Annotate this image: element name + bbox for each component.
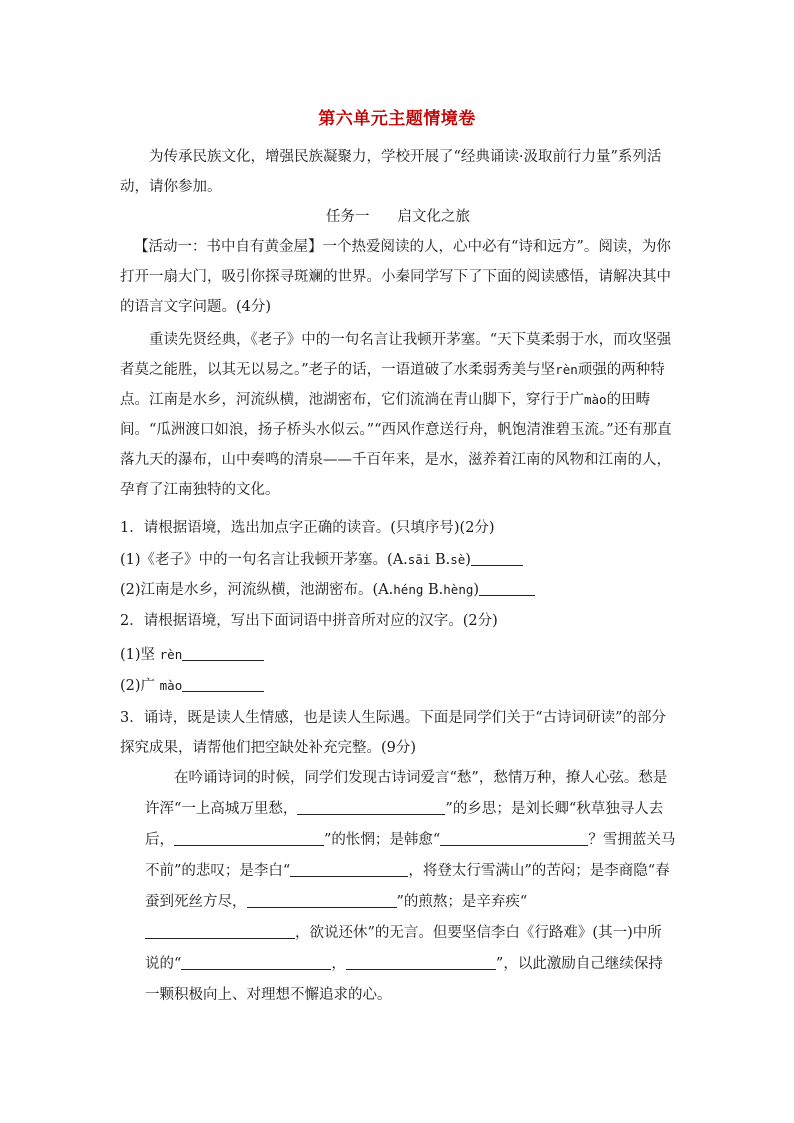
answer-blank[interactable] xyxy=(290,860,408,877)
q3-segment-4: ？雪拥蓝关马不前”的悲叹；是李白“ xyxy=(145,832,676,879)
question-1-stem: 1．请根据语境，选出加点字正确的读音。(只填序号)(2分) xyxy=(120,520,495,536)
q1-item1-mid: B. xyxy=(430,552,451,568)
q3-segment-7: ，欲说还休”的无言。但要坚信李白《行路难》(其一)中所说的“ xyxy=(145,925,662,972)
q3-stem-text: 3．诵诗，既是读人生情感，也是读人生际遇。下面是同学们关于“古诗词研读”的部分探究成果，请帮他们把空缺处补充完整。(9分) xyxy=(120,710,667,756)
answer-blank[interactable] xyxy=(247,891,397,908)
q2-item2-pinyin: mào xyxy=(159,678,183,693)
task-label: 任务一 xyxy=(326,209,370,225)
answer-blank[interactable] xyxy=(471,549,523,566)
answer-blank[interactable] xyxy=(182,644,264,661)
answer-blank[interactable] xyxy=(440,829,588,846)
pinyin-mao: mào xyxy=(584,392,607,407)
answer-blank[interactable] xyxy=(174,829,324,846)
q3-segment-2: ”的乡思；是刘长卿“秋草独寻人去后， xyxy=(145,801,664,848)
passage-part-1: 重读先贤经典，《老子》中的一句名言让我顿开茅塞。“天下莫柔弱于水，而攻坚强者莫之能胜，以其无以易之。”老子的话，一语道破了水柔弱秀美与坚 xyxy=(120,332,672,378)
q2-item1-prefix: (1)坚 xyxy=(120,647,156,663)
answer-blank[interactable] xyxy=(182,675,264,692)
passage-part-3: 的田畴间。“瓜洲渡口如浪，扬子桥头水似云。”“西风作意送行舟，帆饱清淮碧玉流。”还有那直落九天的瀑布，山中奏鸣的清泉——千百年来，是水，滋养着江南的风物和江南的人，孕育了江南独特的文化。 xyxy=(120,392,672,498)
q1-item2-text: (2)江南是水乡，河流纵横，池湖密布。(A. xyxy=(120,582,394,598)
q1-item2-option-b: hèng xyxy=(443,582,474,597)
q1-item1-option-a: sāi xyxy=(407,552,431,567)
answer-blank[interactable] xyxy=(346,953,496,970)
q2-item2-prefix: (2)广 xyxy=(120,678,156,694)
question-2-item-2 xyxy=(120,671,676,701)
question-2-stem: 2．请根据语境，写出下面词语中拼音所对应的汉字。(2分) xyxy=(120,613,498,629)
q3-segment-6: ”的煎熬；是辛弃疾“ xyxy=(396,894,528,910)
task-heading xyxy=(120,202,676,232)
page-title: 第六单元主题情境卷 xyxy=(318,109,476,129)
q1-item2-option-a: héng xyxy=(393,582,424,597)
q1-item1-text: (1)《老子》中的一句名言让我顿开茅塞。(A. xyxy=(120,552,408,568)
activity-paragraph xyxy=(120,232,676,322)
answer-blank[interactable] xyxy=(181,953,331,970)
q3-segment-8: ， xyxy=(331,956,346,972)
question-1-item-2 xyxy=(120,575,676,605)
q3-segment-9: ”，以此激励自己继续保持一颗积极向上、对理想不懈追求的心。 xyxy=(145,956,663,1003)
answer-blank[interactable] xyxy=(145,922,295,939)
question-3-fill-paragraph xyxy=(145,763,676,1011)
question-1-item-1 xyxy=(120,545,676,575)
q3-segment-1: 在吟诵诗词的时候，同学们发现古诗词爱言“愁”，愁情万种，撩人心弦。愁是许浑“一上高城万里愁， xyxy=(145,770,668,817)
activity-heading: 【活动一：书中自有黄金屋】 xyxy=(134,239,323,255)
passage-part-2: 顽强的两种特点。江南是水乡，河流纵横，池湖密布，它们流淌在青山脚下，穿行于广 xyxy=(120,362,665,408)
question-2-item-1 xyxy=(120,640,676,670)
q1-item2-mid: B. xyxy=(423,582,444,598)
intro-paragraph: 为传承民族文化，增强民族凝聚力，学校开展了“经典诵读·汲取前行力量”系列活动，请你参加。 xyxy=(120,149,662,195)
q1-item2-end: ) xyxy=(473,582,480,598)
task-name: 启文化之旅 xyxy=(397,209,470,225)
answer-blank[interactable] xyxy=(479,579,535,596)
pinyin-ren: rèn xyxy=(555,362,578,377)
q3-segment-5: ，将登太行雪满山”的苦闷；是李商隐“春蚕到死丝方尽， xyxy=(145,863,670,910)
answer-blank[interactable] xyxy=(297,798,445,815)
q2-item1-pinyin: rèn xyxy=(159,647,183,662)
q1-item1-option-b: sè xyxy=(450,552,466,567)
reading-passage xyxy=(120,325,676,505)
q3-segment-3: ”的怅惘；是韩愈“ xyxy=(324,832,441,848)
activity-text: 一个热爱阅读的人，心中必有“诗和远方”。阅读，为你打开一扇大门，吸引你探寻斑斓的世界。小秦同学写下了下面的阅读感悟，请解决其中的语言文字问题。(4分) xyxy=(120,239,671,315)
question-3-stem xyxy=(120,703,676,763)
q1-item1-end: ) xyxy=(465,552,471,568)
